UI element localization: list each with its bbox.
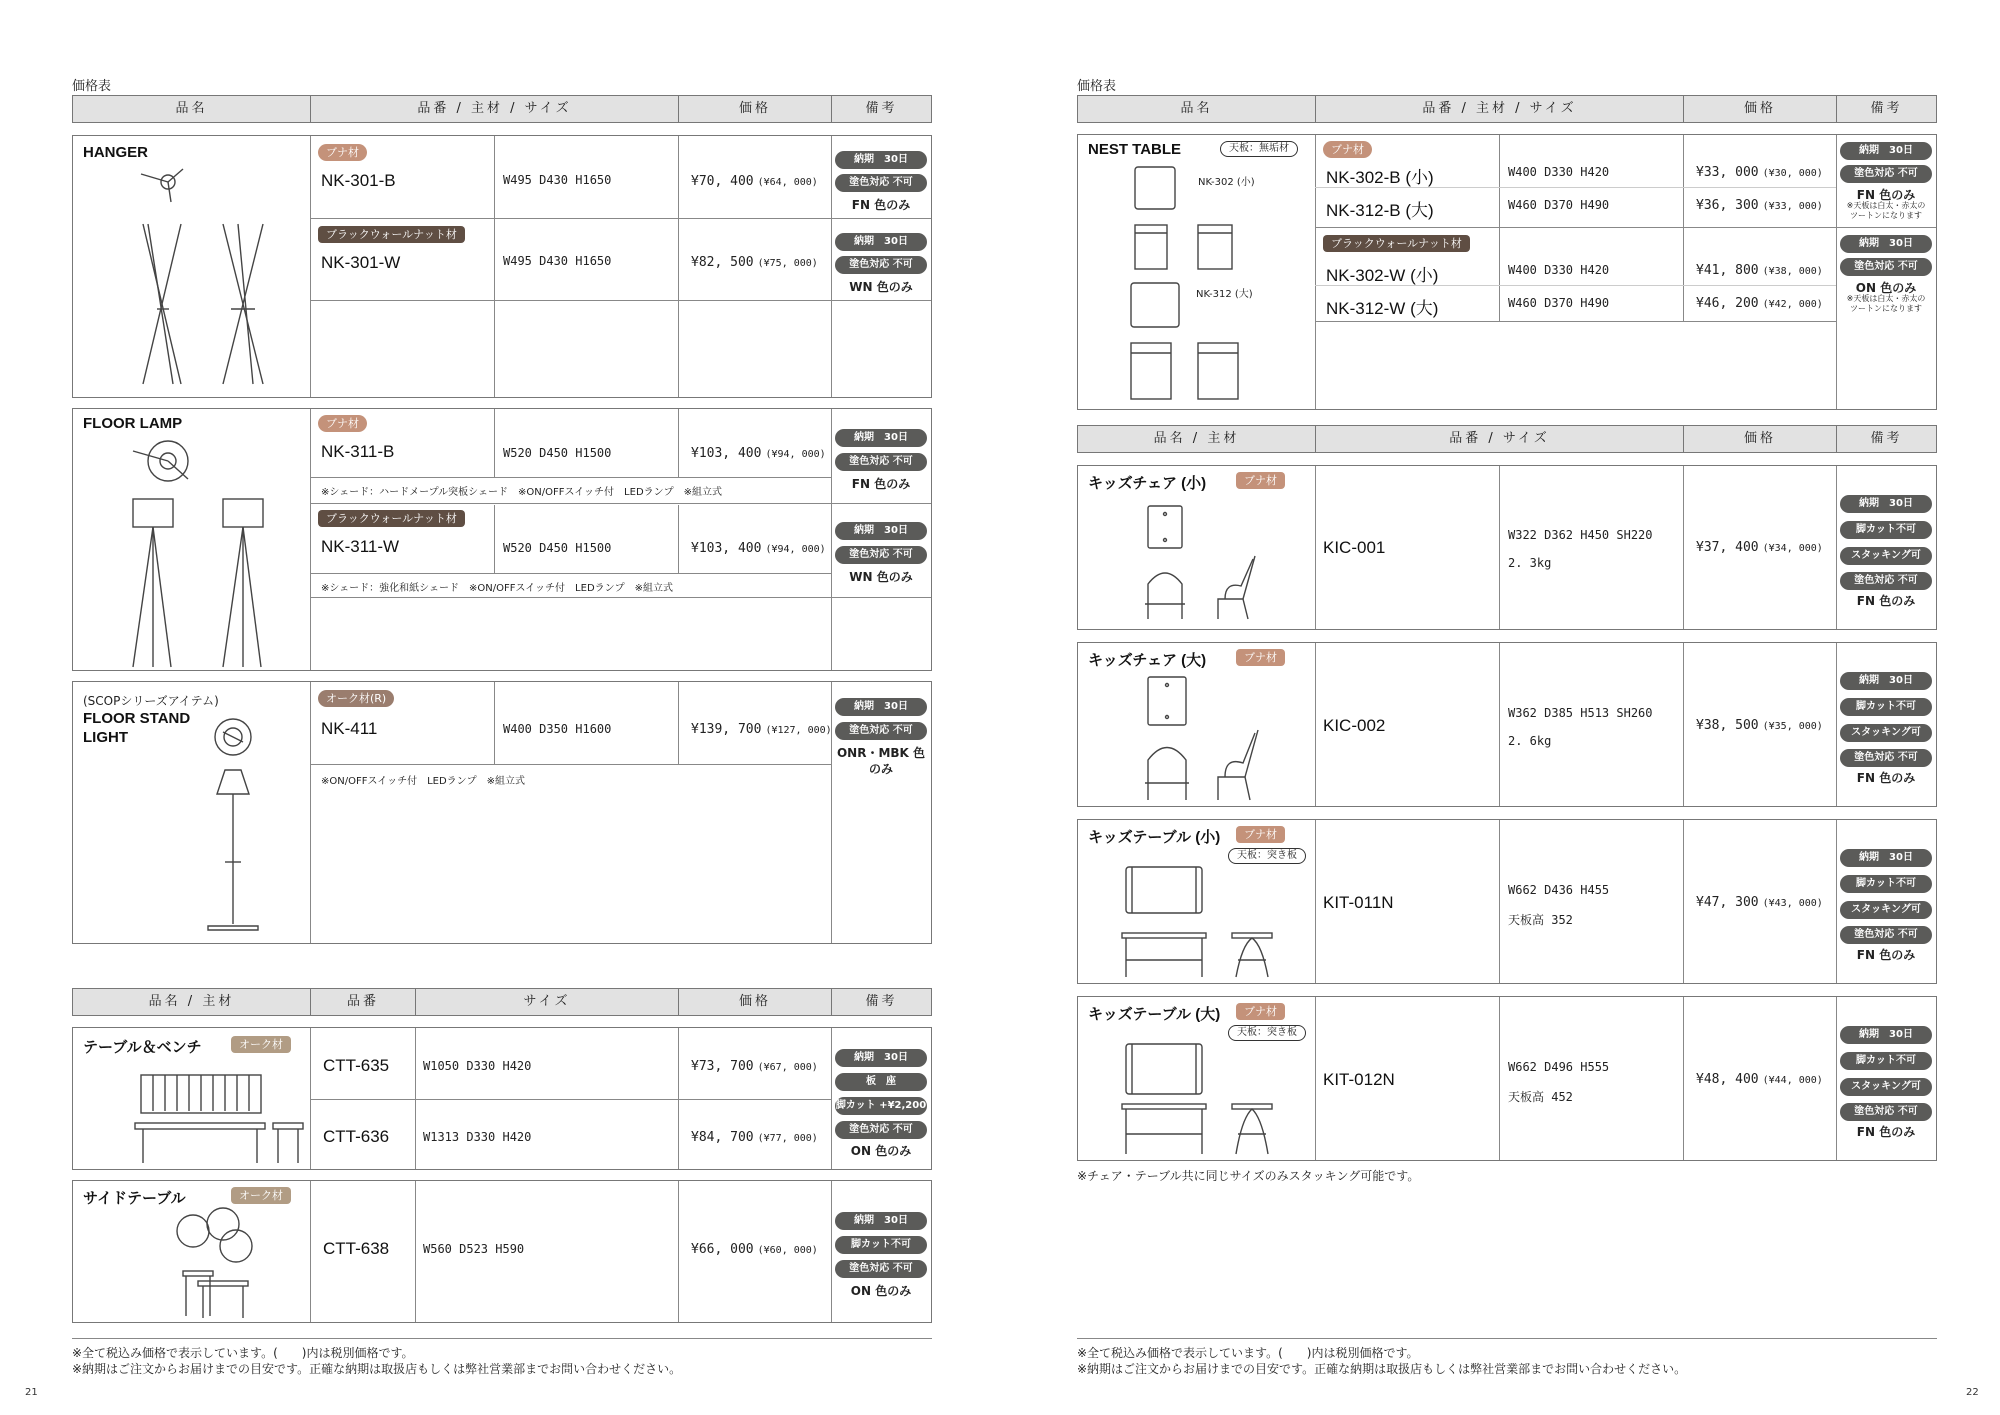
product-size: W460 D370 H490 xyxy=(1508,198,1610,212)
product-spec: ※ON/OFFスイッチ付 LEDランプ ※組立式 xyxy=(321,776,526,787)
remark-delivery: 納期 30日 xyxy=(1840,849,1932,867)
top-material-tag: 天板：無垢材 xyxy=(1220,141,1298,157)
material-tag: ブラックウォールナット材 xyxy=(318,226,465,243)
product-name: キッズチェア (小) xyxy=(1088,475,1207,492)
product-size: W1313 D330 H420 xyxy=(423,1130,532,1144)
remark-color: ONR・MBK 色 xyxy=(836,746,926,760)
product-block-floor-lamp xyxy=(72,408,932,671)
product-price: ¥103, 400 (¥94, 000) xyxy=(691,446,826,461)
product-size: W495 D430 H1650 xyxy=(503,173,612,187)
table-bench-illustration xyxy=(133,1073,308,1168)
remark-delivery: 納期 30日 xyxy=(835,1212,927,1230)
remark-no-paint: 塗色対応 不可 xyxy=(835,256,927,274)
product-code: NK-301-B xyxy=(321,171,396,190)
header-code-size: 品番 / サイズ xyxy=(1315,426,1683,452)
product-block-kids-table-large xyxy=(1077,996,1937,1161)
header-remarks: 備考 xyxy=(1836,426,1936,452)
header-name-material: 品名 / 主材 xyxy=(148,994,235,1009)
product-weight: 2. 3kg xyxy=(1508,556,1552,570)
remark-color: WN 色のみ xyxy=(849,280,913,294)
product-name-line1: FLOOR STAND xyxy=(83,710,191,727)
product-size: W520 D450 H1500 xyxy=(503,446,612,460)
product-price: ¥103, 400 (¥94, 000) xyxy=(691,541,826,556)
remark-color: FN 色のみ xyxy=(1856,948,1916,962)
remark-delivery: 納期 30日 xyxy=(835,151,927,169)
header-price: 価格 xyxy=(678,989,831,1015)
product-top-height: 天板高 352 xyxy=(1508,913,1573,927)
header-code-size: 品番 / 主材 / サイズ xyxy=(310,96,678,122)
product-size: W400 D350 H1600 xyxy=(503,722,612,736)
remark-no-paint: 塗色対応 不可 xyxy=(835,174,927,192)
kids-table-small-illustration xyxy=(1118,865,1313,983)
product-code: KIC-001 xyxy=(1323,538,1386,557)
product-size: W560 D523 H590 xyxy=(423,1242,525,1256)
footer-note-tax: ※全て税込み価格で表示しています。( )内は税別価格です。 xyxy=(72,1346,414,1360)
product-size: W460 D370 H490 xyxy=(1508,296,1610,310)
material-tag: ブラックウォールナット材 xyxy=(1323,235,1470,252)
table-header-main-left xyxy=(72,95,932,123)
remark-no-paint: 塗色対応 不可 xyxy=(1840,572,1932,590)
series-label: (SCOPシリーズアイテム) xyxy=(83,694,219,708)
product-code: NK-311-W xyxy=(321,537,400,556)
remark-color: ON 色のみ xyxy=(850,1284,912,1298)
remark-delivery: 納期 30日 xyxy=(1840,1026,1932,1044)
page-number-right: 22 xyxy=(1966,1387,1979,1398)
product-size: W322 D362 H450 SH220 xyxy=(1508,528,1653,542)
product-block-kids-chair-small xyxy=(1077,465,1937,630)
remark-stacking: スタッキング可 xyxy=(1840,901,1932,919)
size-label-small: NK-302 (小) xyxy=(1198,177,1255,188)
header-price: 価格 xyxy=(678,96,831,122)
product-code: NK-312-B (大) xyxy=(1326,201,1434,220)
remark-no-paint: 塗色対応 不可 xyxy=(835,453,927,471)
product-price: ¥38, 500 (¥35, 000) xyxy=(1696,718,1823,733)
nest-table-illustration xyxy=(1123,165,1273,405)
product-price: ¥33, 000 (¥30, 000) xyxy=(1696,165,1823,180)
remark-color: FN 色のみ xyxy=(1856,1125,1916,1139)
header-name: 品名 xyxy=(1180,101,1213,116)
product-price: ¥66, 000 (¥60, 000) xyxy=(691,1242,818,1257)
material-tag: ブナ材 xyxy=(1236,1003,1285,1020)
remark-color: FN 色のみ xyxy=(1856,188,1916,202)
remark-no-paint: 塗色対応 不可 xyxy=(835,1260,927,1278)
product-price: ¥139, 700 (¥127, 000) xyxy=(691,722,832,737)
product-block-table-bench xyxy=(72,1027,932,1170)
remark-leg-cut: 脚カット不可 xyxy=(1840,698,1932,716)
remark-stacking: スタッキング可 xyxy=(1840,547,1932,565)
product-price: ¥48, 400 (¥44, 000) xyxy=(1696,1072,1823,1087)
kids-stacking-footnote: ※チェア・テーブル共に同じサイズのみスタッキング可能です。 xyxy=(1077,1169,1420,1183)
product-code: KIT-012N xyxy=(1323,1070,1395,1089)
remark-no-paint: 塗色対応 不可 xyxy=(1840,749,1932,767)
table-header-bench xyxy=(72,988,932,1016)
product-price: ¥37, 400 (¥34, 000) xyxy=(1696,540,1823,555)
remark-color-suffix: のみ xyxy=(868,762,893,776)
material-tag: ブナ材 xyxy=(318,144,367,161)
product-size: W520 D450 H1500 xyxy=(503,541,612,555)
remark-leg-cut: 脚カット不可 xyxy=(1840,875,1932,893)
page-number-left: 21 xyxy=(25,1387,38,1398)
product-name: HANGER xyxy=(83,144,149,161)
product-price: ¥41, 800 (¥38, 000) xyxy=(1696,263,1823,278)
product-name: キッズテーブル (小) xyxy=(1088,829,1221,846)
product-code: CTT-636 xyxy=(323,1127,390,1146)
material-tag: ブナ材 xyxy=(1236,826,1285,843)
product-size: W662 D496 H555 xyxy=(1508,1060,1610,1074)
product-name: テーブル＆ベンチ xyxy=(83,1039,202,1056)
material-tag: オーク材(R) xyxy=(318,690,394,707)
remark-two-tone: ※天板は白太・赤太の ツートンになります xyxy=(1846,201,1926,220)
header-remarks: 備考 xyxy=(1836,96,1936,122)
remark-plate-seat: 板 座 xyxy=(835,1073,927,1091)
top-material-tag: 天板：突き板 xyxy=(1228,1025,1306,1041)
top-material-tag: 天板：突き板 xyxy=(1228,848,1306,864)
header-code-size: 品番 / 主材 / サイズ xyxy=(1315,96,1683,122)
material-tag: ブナ材 xyxy=(1236,649,1285,666)
remark-delivery: 納期 30日 xyxy=(1840,672,1932,690)
remark-stacking: スタッキング可 xyxy=(1840,1078,1932,1096)
product-spec: ※シェード：ハードメープル突板シェード ※ON/OFFスイッチ付 LEDランプ ※組立式 xyxy=(321,487,723,498)
remark-color: WN 色のみ xyxy=(849,570,913,584)
remark-color: FN 色のみ xyxy=(851,477,911,491)
floor-lamp-illustration xyxy=(113,439,293,669)
footer-note-tax: ※全て税込み価格で表示しています。( )内は税別価格です。 xyxy=(1077,1346,1419,1360)
product-size: W400 D330 H420 xyxy=(1508,165,1610,179)
product-code: KIT-011N xyxy=(1323,893,1394,912)
header-price: 価格 xyxy=(1683,96,1836,122)
remark-no-paint: 塗色対応 不可 xyxy=(835,546,927,564)
remark-delivery: 納期 30日 xyxy=(835,522,927,540)
product-top-height: 天板高 452 xyxy=(1508,1090,1573,1104)
remark-stacking: スタッキング可 xyxy=(1840,724,1932,742)
product-name: キッズテーブル (大) xyxy=(1088,1006,1221,1023)
remark-delivery: 納期 30日 xyxy=(835,698,927,716)
material-tag: オーク材 xyxy=(231,1036,291,1053)
product-code: NK-312-W (大) xyxy=(1326,299,1439,318)
product-code: NK-411 xyxy=(321,719,378,738)
product-spec: ※シェード：強化和紙シェード ※ON/OFFスイッチ付 LEDランプ ※組立式 xyxy=(321,583,674,594)
remark-delivery: 納期 30日 xyxy=(835,233,927,251)
header-remarks: 備考 xyxy=(831,989,931,1015)
product-block-kids-table-small xyxy=(1077,819,1937,984)
header-remarks: 備考 xyxy=(831,96,931,122)
header-name-material: 品名 / 主材 xyxy=(1153,431,1240,446)
size-label-large: NK-312 (大) xyxy=(1196,289,1253,300)
remark-leg-cut: 脚カット +¥2,200 xyxy=(835,1097,927,1115)
product-code: NK-302-B (小) xyxy=(1326,168,1434,187)
product-price: ¥70, 400 (¥64, 000) xyxy=(691,174,818,189)
remark-no-paint: 塗色対応 不可 xyxy=(835,1121,927,1139)
kids-table-large-illustration xyxy=(1118,1042,1313,1160)
footer-note-delivery: ※納期はご注文からお届けまでの目安です。正確な納期は取扱店もしくは弊社営業部までお問い合わせください。 xyxy=(72,1362,682,1376)
section-title-right: 価格表 xyxy=(1077,79,1117,94)
remark-leg-cut: 脚カット不可 xyxy=(835,1236,927,1254)
remark-no-paint: 塗色対応 不可 xyxy=(1840,926,1932,944)
product-name: NEST TABLE xyxy=(1088,141,1182,158)
product-code: CTT-638 xyxy=(323,1239,390,1258)
kids-chair-large-illustration xyxy=(1133,675,1283,805)
remark-no-paint: 塗色対応 不可 xyxy=(835,722,927,740)
product-price: ¥36, 300 (¥33, 000) xyxy=(1696,198,1823,213)
remark-color: FN 色のみ xyxy=(851,198,911,212)
material-tag: ブラックウォールナット材 xyxy=(318,510,465,527)
remark-color: FN 色のみ xyxy=(1856,771,1916,785)
remark-delivery: 納期 30日 xyxy=(835,1049,927,1067)
product-price: ¥84, 700 (¥77, 000) xyxy=(691,1130,818,1145)
product-code: NK-302-W (小) xyxy=(1326,266,1439,285)
header-size: サイズ xyxy=(415,989,678,1015)
section-title-left: 価格表 xyxy=(72,79,112,94)
material-tag: オーク材 xyxy=(231,1187,291,1204)
remark-color: ON 色のみ xyxy=(850,1144,912,1158)
product-size: W1050 D330 H420 xyxy=(423,1059,532,1073)
remark-delivery: 納期 30日 xyxy=(1840,142,1932,160)
product-weight: 2. 6kg xyxy=(1508,734,1552,748)
remark-no-paint: 塗色対応 不可 xyxy=(1840,165,1932,183)
header-price: 価格 xyxy=(1683,426,1836,452)
remark-leg-cut: 脚カット不可 xyxy=(1840,521,1932,539)
hanger-illustration xyxy=(113,164,293,394)
product-block-side-table xyxy=(72,1180,932,1323)
product-block-floor-stand-light xyxy=(72,681,932,944)
material-tag: ブナ材 xyxy=(1236,472,1285,489)
product-name-line2: LIGHT xyxy=(83,729,128,746)
remark-delivery: 納期 30日 xyxy=(1840,235,1932,253)
product-size: W362 D385 H513 SH260 xyxy=(1508,706,1653,720)
product-size: W662 D436 H455 xyxy=(1508,883,1610,897)
remark-leg-cut: 脚カット不可 xyxy=(1840,1052,1932,1070)
side-table-illustration xyxy=(168,1206,288,1321)
table-header-main-right xyxy=(1077,95,1937,123)
remark-color: FN 色のみ xyxy=(1856,594,1916,608)
material-tag: ブナ材 xyxy=(1323,141,1372,158)
remark-delivery: 納期 30日 xyxy=(835,429,927,447)
remark-no-paint: 塗色対応 不可 xyxy=(1840,1103,1932,1121)
header-name: 品名 xyxy=(175,101,208,116)
remark-delivery: 納期 30日 xyxy=(1840,495,1932,513)
remark-no-paint: 塗色対応 不可 xyxy=(1840,258,1932,276)
floor-stand-illustration xyxy=(203,712,303,942)
product-name: キッズチェア (大) xyxy=(1088,652,1207,669)
product-price: ¥46, 200 (¥42, 000) xyxy=(1696,296,1823,311)
product-block-hanger xyxy=(72,135,932,398)
product-name: サイドテーブル xyxy=(83,1190,186,1207)
table-header-kids xyxy=(1077,425,1937,453)
product-price: ¥82, 500 (¥75, 000) xyxy=(691,255,818,270)
product-block-kids-chair-large xyxy=(1077,642,1937,807)
material-tag: ブナ材 xyxy=(318,415,367,432)
product-size: W400 D330 H420 xyxy=(1508,263,1610,277)
product-price: ¥73, 700 (¥67, 000) xyxy=(691,1059,818,1074)
product-block-nest-table xyxy=(1077,134,1937,410)
product-code: NK-311-B xyxy=(321,442,395,461)
product-price: ¥47, 300 (¥43, 000) xyxy=(1696,895,1823,910)
remark-two-tone: ※天板は白太・赤太の ツートンになります xyxy=(1846,294,1926,313)
product-size: W495 D430 H1650 xyxy=(503,254,612,268)
header-code: 品番 xyxy=(310,989,415,1015)
product-code: CTT-635 xyxy=(323,1056,390,1075)
footer-note-delivery: ※納期はご注文からお届けまでの目安です。正確な納期は取扱店もしくは弊社営業部までお問い合わせください。 xyxy=(1077,1362,1687,1376)
product-name: FLOOR LAMP xyxy=(83,415,183,432)
remark-color: ON 色のみ xyxy=(1855,281,1917,295)
product-code: KIC-002 xyxy=(1323,716,1386,735)
kids-chair-small-illustration xyxy=(1133,504,1283,629)
product-code: NK-301-W xyxy=(321,253,401,272)
